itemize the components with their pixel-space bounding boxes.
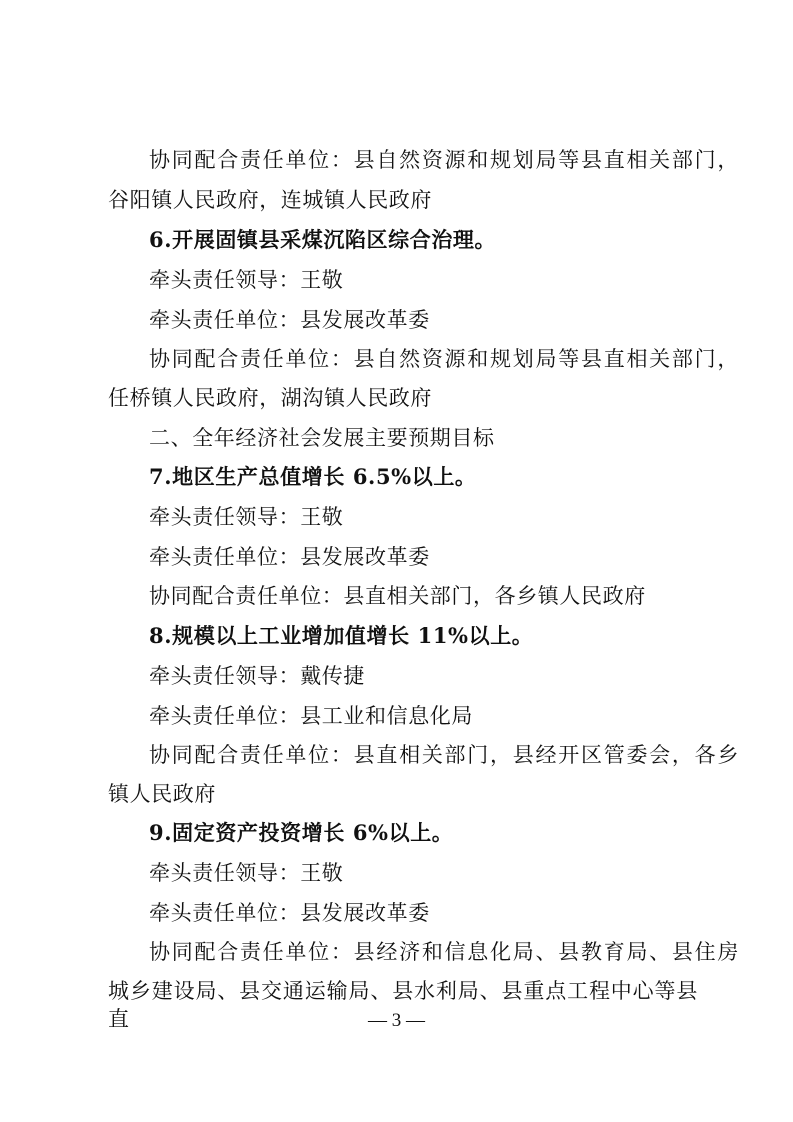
coop-unit-9-line-1: 协同配合责任单位：县经济和信息化局、县教育局、县住房 — [149, 940, 739, 964]
lead-leader-9: 牵头责任领导：王敬 — [149, 861, 344, 885]
lead-leader-7: 牵头责任领导：王敬 — [149, 505, 344, 529]
lead-unit-6: 牵头责任单位：县发展改革委 — [149, 308, 430, 332]
coop-unit-9-line-2: 城乡建设局、县交通运输局、县水利局、县重点工程中心等县直 — [108, 979, 698, 1031]
coop-unit-6-line-2: 任桥镇人民政府，湖沟镇人民政府 — [108, 386, 432, 410]
item-8-heading: 8.规模以上工业增加值增长 11%以上。 — [149, 623, 534, 648]
coop-unit-7: 协同配合责任单位：县直相关部门，各乡镇人民政府 — [149, 584, 646, 608]
item-6-heading: 6.开展固镇县采煤沉陷区综合治理。 — [149, 227, 497, 252]
coop-unit-8-line-1: 协同配合责任单位：县直相关部门，县经开区管委会，各乡 — [149, 743, 739, 767]
lead-unit-7: 牵头责任单位：县发展改革委 — [149, 545, 430, 569]
item-7-heading: 7.地区生产总值增长 6.5%以上。 — [149, 464, 477, 489]
lead-unit-8: 牵头责任单位：县工业和信息化局 — [149, 704, 473, 728]
section-heading-2: 二、全年经济社会发展主要预期目标 — [149, 426, 495, 450]
coop-unit-8-line-2: 镇人民政府 — [108, 782, 216, 806]
coop-unit-6-line-1: 协同配合责任单位：县自然资源和规划局等县直相关部门， — [149, 347, 739, 371]
text-line-1: 协同配合责任单位：县自然资源和规划局等县直相关部门， — [149, 148, 739, 172]
lead-leader-8: 牵头责任领导：戴传捷 — [149, 664, 365, 688]
text-line-2: 谷阳镇人民政府，连城镇人民政府 — [108, 188, 432, 212]
lead-leader-6: 牵头责任领导：王敬 — [149, 268, 344, 292]
lead-unit-9: 牵头责任单位：县发展改革委 — [149, 901, 430, 925]
item-9-heading: 9.固定资产投资增长 6%以上。 — [149, 820, 454, 845]
page-number: — 3 — — [368, 1010, 425, 1031]
